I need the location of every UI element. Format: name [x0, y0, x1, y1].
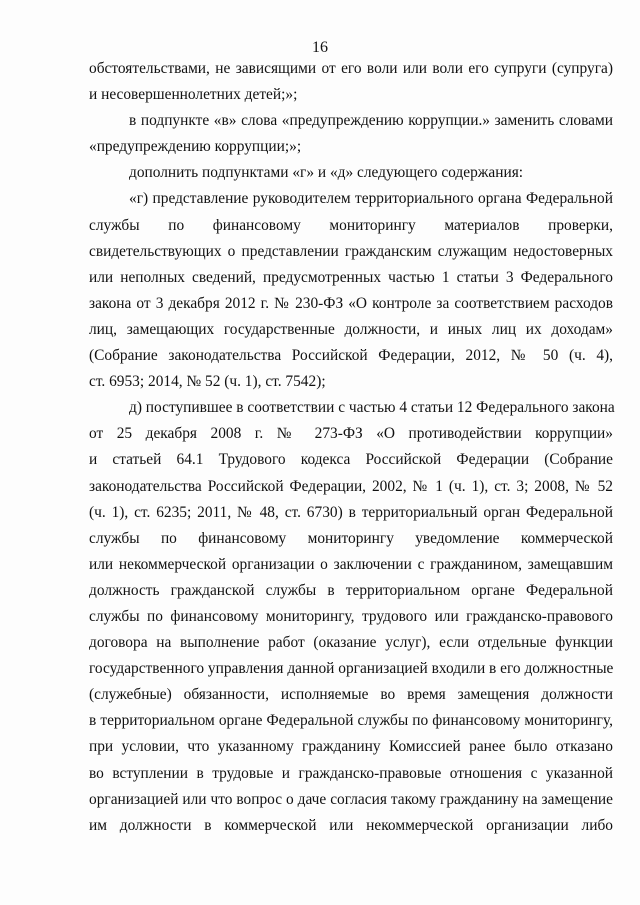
- text-line: или неполных сведений, предусмотренных частью 1 статьи 3 Федерального: [89, 268, 613, 286]
- text-line: в подпункте «в» слова «предупреждению коррупции.» заменить словами: [129, 112, 613, 130]
- text-line: или некоммерческой организации о заключении с гражданином, замещавшим: [89, 555, 613, 573]
- text-line: «г) представление руководителем территориального органа Федеральной: [129, 190, 613, 208]
- text-line: службы по финансовому мониторингу материалов проверки,: [89, 216, 613, 234]
- text-line: государственного управления данной организацией входили в его должностные: [89, 660, 614, 678]
- text-line: им должности в коммерческой или некоммерческой организации либо: [89, 816, 613, 834]
- text-line: договора на выполнение работ (оказание услуг), если отдельные функции: [89, 634, 613, 652]
- text-line: в территориальном органе Федеральной службы по финансовому мониторингу,: [89, 712, 613, 730]
- text-line: и статьей 64.1 Трудового кодекса Российской Федерации (Собрание: [89, 451, 613, 469]
- text-line: (ч. 1), ст. 6235; 2011, № 48, ст. 6730) в территориальный орган Федеральной: [89, 503, 613, 521]
- text-line: законодательства Российской Федерации, 2002, № 1 (ч. 1), ст. 3; 2008, № 52: [89, 477, 613, 495]
- text-line: обстоятельствами, не зависящими от его воли или воли его супруги (супруга): [89, 60, 613, 77]
- text-line: при условии, что указанному гражданину Комиссией ранее было отказано: [89, 738, 613, 756]
- text-line: (служебные) обязанности, исполняемые во время замещения должности: [89, 686, 613, 704]
- text-line: службы по финансовому мониторингу, трудового или гражданско-правового: [89, 607, 613, 625]
- text-line: должность гражданской службы в территориальном органе Федеральной: [89, 581, 613, 599]
- text-line: во вступлении в трудовые и гражданско-правовые отношения с указанной: [89, 764, 613, 782]
- page-number: 16: [312, 39, 328, 56]
- text-line: дополнить подпунктами «г» и «д» следующего содержания:: [129, 164, 524, 182]
- text-line: ст. 6953; 2014, № 52 (ч. 1), ст. 7542);: [89, 373, 326, 391]
- text-line: и несовершеннолетних детей;»;: [89, 86, 298, 104]
- text-line: «предупреждению коррупции;»;: [89, 138, 302, 156]
- text-line: д) поступившее в соответствии с частью 4 статьи 12 Федерального закона: [129, 399, 615, 417]
- text-line: организацией или что вопрос о даче согласия такому гражданину на замещение: [89, 790, 613, 808]
- document-body: [89, 56, 613, 839]
- text-line: лиц, замещающих государственные должности, и иных лиц их доходам»: [89, 320, 613, 338]
- text-line: службы по финансовому мониторингу уведомление коммерческой: [89, 529, 613, 547]
- text-line: от 25 декабря 2008 г. № 273-ФЗ «О противодействии коррупции»: [89, 425, 613, 443]
- text-line: (Собрание законодательства Российской Федерации, 2012, № 50 (ч. 4),: [89, 347, 613, 365]
- text-line: свидетельствующих о представлении гражданским служащим недостоверных: [89, 242, 613, 260]
- text-line: закона от 3 декабря 2012 г. № 230-ФЗ «О контроле за соответствием расходов: [89, 294, 613, 312]
